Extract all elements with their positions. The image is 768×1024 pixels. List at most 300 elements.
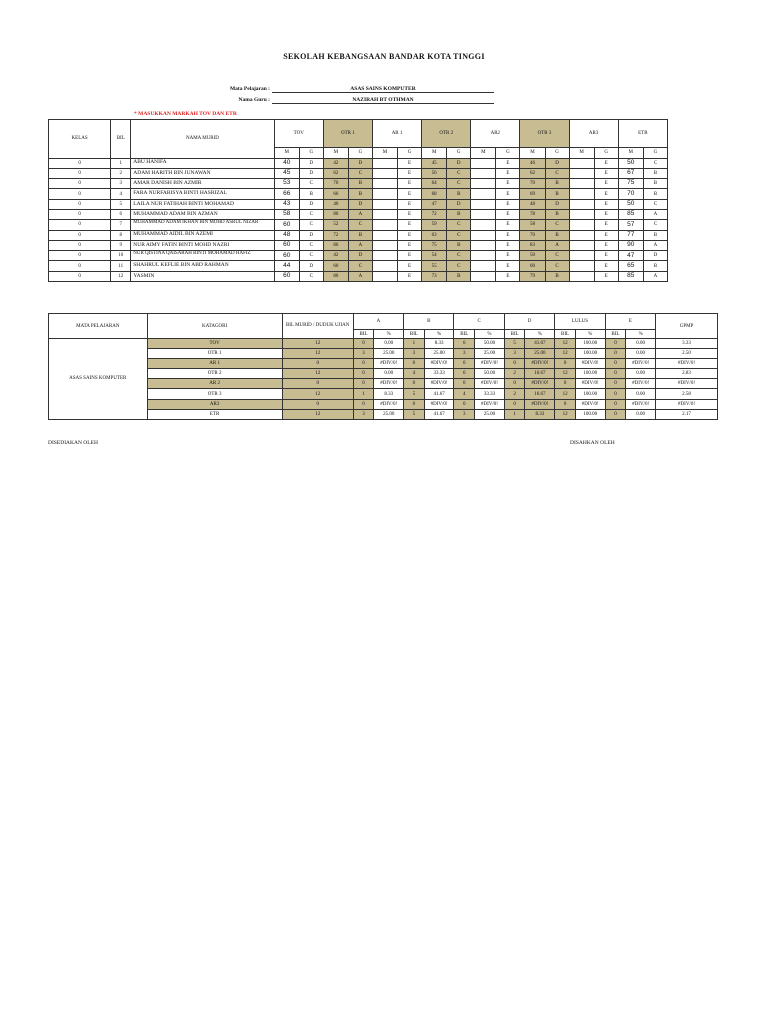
bil-cell: 0 — [605, 379, 626, 389]
mark-cell: 75 — [618, 179, 643, 189]
pct-cell: #DIV/0! — [424, 399, 454, 409]
grade-cell: B — [348, 230, 372, 240]
bil-cell: 12 — [555, 389, 576, 399]
pct-cell: #DIV/0! — [374, 359, 404, 369]
grade-cell: E — [496, 261, 520, 271]
mark-cell — [471, 230, 496, 240]
summary-table — [48, 313, 718, 420]
mark-cell — [471, 240, 496, 250]
grade-cell: E — [496, 271, 520, 281]
kelas-cell: 0 — [49, 220, 111, 230]
kelas-cell: 0 — [49, 168, 111, 178]
grade-cell: D — [447, 158, 471, 168]
grade-cell: C — [643, 220, 667, 230]
bil-cell: 0 — [454, 399, 475, 409]
col-header-exam: AR2 — [471, 120, 520, 148]
pct-cell: 25.00 — [525, 349, 555, 359]
bil-cell: 3 — [111, 179, 131, 189]
grade-cell: D — [348, 199, 372, 209]
mark-cell — [471, 168, 496, 178]
bil-cell: 0 — [353, 369, 374, 379]
bil-cell: 0 — [605, 349, 626, 359]
subheader-pct: % — [424, 330, 454, 339]
grade-cell: B — [447, 271, 471, 281]
grade-cell: D — [299, 168, 323, 178]
subject-value: ASAS SAINS KOMPUTER — [272, 86, 494, 93]
subheader-m: M — [422, 148, 447, 159]
grade-cell: C — [299, 240, 323, 250]
mark-cell — [372, 158, 397, 168]
kelas-cell: 0 — [49, 271, 111, 281]
pct-cell: #DIV/0! — [626, 359, 656, 369]
col-header-exam: OTR 3 — [520, 120, 569, 148]
col-header-grade: LULUS — [555, 314, 605, 330]
col-header-grade: C — [454, 314, 504, 330]
grade-cell: B — [545, 179, 569, 189]
bil-cell: 0 — [353, 399, 374, 409]
grade-cell: E — [594, 168, 618, 178]
mark-cell: 78 — [520, 209, 545, 219]
student-name-cell: NUR QISTINA QAISARAH BINTI MOHAMAD HAFIZ — [131, 251, 274, 261]
pct-cell: 100.00 — [575, 389, 605, 399]
category-cell: OTR 3 — [147, 389, 282, 399]
bil-cell: 10 — [111, 251, 131, 261]
bil-cell: 0 — [404, 359, 425, 369]
mark-cell: 72 — [422, 209, 447, 219]
table-row — [49, 379, 718, 389]
bil-cell: 0 — [504, 399, 525, 409]
grade-cell: D — [545, 199, 569, 209]
mark-cell — [569, 199, 594, 209]
pct-cell: #DIV/0! — [575, 379, 605, 389]
mark-cell — [372, 189, 397, 199]
mark-cell: 72 — [323, 230, 348, 240]
grade-cell: E — [398, 209, 422, 219]
subheader-bil: BIL — [454, 330, 475, 339]
student-name-cell: MUHAMMAD ADAM IKHAN BIN MOHD ASRUL NIZAR — [131, 220, 274, 230]
bil-cell: 0 — [605, 409, 626, 419]
grade-cell: E — [496, 189, 520, 199]
grade-cell: E — [496, 251, 520, 261]
mark-cell — [372, 271, 397, 281]
grade-cell: C — [447, 179, 471, 189]
grade-cell: E — [594, 179, 618, 189]
grade-cell: C — [447, 230, 471, 240]
bil-cell: 0 — [605, 399, 626, 409]
grade-cell: D — [299, 261, 323, 271]
mark-cell — [372, 168, 397, 178]
gpmp-cell: 2.58 — [656, 389, 718, 399]
mark-cell — [569, 240, 594, 250]
mark-cell: 54 — [422, 251, 447, 261]
mark-cell — [471, 209, 496, 219]
mark-cell: 75 — [422, 240, 447, 250]
bil-cell: 11 — [111, 261, 131, 271]
mark-cell — [372, 261, 397, 271]
subheader-m: M — [323, 148, 348, 159]
subheader-bil: BIL — [353, 330, 374, 339]
student-name-cell: YASMIN — [131, 271, 274, 281]
mark-cell: 79 — [520, 271, 545, 281]
kelas-cell: 0 — [49, 251, 111, 261]
bil-cell: 1 — [111, 158, 131, 168]
pct-cell: #DIV/0! — [374, 399, 404, 409]
col-header-grade: E — [605, 314, 655, 330]
grade-cell: E — [398, 199, 422, 209]
pct-cell: 25.00 — [424, 349, 454, 359]
kelas-cell: 0 — [49, 261, 111, 271]
student-name-cell: ABU HANIFA — [131, 158, 274, 168]
grade-cell: D — [299, 199, 323, 209]
bil-cell: 2 — [504, 369, 525, 379]
subheader-bil: BIL — [504, 330, 525, 339]
category-cell: TOV — [147, 339, 282, 349]
count-cell: 12 — [282, 409, 353, 419]
grade-cell: E — [398, 230, 422, 240]
mark-cell: 60 — [274, 251, 299, 261]
mark-cell — [569, 158, 594, 168]
mark-cell: 85 — [618, 271, 643, 281]
grade-cell: C — [299, 209, 323, 219]
mark-cell: 83 — [520, 240, 545, 250]
pct-cell: #DIV/0! — [575, 359, 605, 369]
grade-cell: C — [643, 199, 667, 209]
teacher-label: Nama Guru : — [238, 97, 270, 103]
count-cell: 0 — [282, 359, 353, 369]
subheader-m: M — [618, 148, 643, 159]
mark-cell: 47 — [618, 251, 643, 261]
grade-cell: B — [545, 230, 569, 240]
grade-cell: A — [643, 240, 667, 250]
grade-cell: E — [594, 230, 618, 240]
mark-cell: 64 — [422, 179, 447, 189]
bil-cell: 0 — [605, 369, 626, 379]
mark-cell: 50 — [618, 158, 643, 168]
table-row — [49, 389, 718, 399]
col-header-name: NAMA MURID — [131, 120, 274, 159]
count-cell: 12 — [282, 389, 353, 399]
col-header-grade: B — [404, 314, 454, 330]
gpmp-cell: 2.83 — [656, 369, 718, 379]
subheader-g: G — [594, 148, 618, 159]
mark-cell: 60 — [323, 261, 348, 271]
mark-cell — [569, 189, 594, 199]
grade-cell: B — [447, 189, 471, 199]
approved-by: DISAHKAN OLEH — [570, 440, 615, 446]
table-row — [49, 179, 668, 189]
student-name-cell: ADAM HARITH BIN JUNAWAN — [131, 168, 274, 178]
bil-cell: 3 — [454, 409, 475, 419]
bil-cell: 0 — [504, 379, 525, 389]
mark-cell — [372, 220, 397, 230]
mark-cell: 70 — [520, 179, 545, 189]
grade-cell: E — [398, 261, 422, 271]
bil-cell: 0 — [353, 359, 374, 369]
student-name-cell: FARA NURFARISYA BINTI HASRIZAL — [131, 189, 274, 199]
bil-cell: 3 — [353, 409, 374, 419]
grade-cell: D — [348, 158, 372, 168]
bil-cell: 3 — [454, 349, 475, 359]
grade-cell: E — [496, 199, 520, 209]
grade-cell: D — [299, 230, 323, 240]
mark-cell: 58 — [274, 209, 299, 219]
col-header-exam: AR 1 — [372, 120, 421, 148]
category-cell: AR 2 — [147, 379, 282, 389]
bil-cell: 1 — [504, 409, 525, 419]
mark-cell: 50 — [618, 199, 643, 209]
mark-cell — [471, 220, 496, 230]
grade-cell: E — [594, 199, 618, 209]
subheader-g: G — [398, 148, 422, 159]
col-header-exam: TOV — [274, 120, 323, 148]
bil-cell: 0 — [454, 379, 475, 389]
grade-cell: C — [348, 220, 372, 230]
mark-cell: 42 — [323, 251, 348, 261]
mark-cell: 45 — [274, 168, 299, 178]
grade-cell: E — [496, 158, 520, 168]
grade-cell: C — [545, 261, 569, 271]
pct-cell: 0.00 — [626, 389, 656, 399]
col-header-kelas: KELAS — [49, 120, 111, 159]
mark-cell: 60 — [274, 220, 299, 230]
table-row — [49, 339, 718, 349]
subheader-pct: % — [475, 330, 505, 339]
subheader-bil: BIL — [605, 330, 626, 339]
grade-cell: A — [348, 240, 372, 250]
grade-cell: E — [496, 209, 520, 219]
mark-cell: 70 — [520, 230, 545, 240]
kelas-cell: 0 — [49, 209, 111, 219]
grade-cell: E — [496, 179, 520, 189]
pct-cell: 0.00 — [626, 409, 656, 419]
gpmp-cell: 2.17 — [656, 409, 718, 419]
subheader-bil: BIL — [404, 330, 425, 339]
pct-cell: 100.00 — [575, 409, 605, 419]
col-header-grade: A — [353, 314, 403, 330]
category-cell: AR 1 — [147, 359, 282, 369]
col-header-subject: MATA PELAJARAN — [49, 314, 148, 339]
mark-cell: 66 — [323, 189, 348, 199]
subheader-bil: BIL — [555, 330, 576, 339]
grade-cell: B — [643, 179, 667, 189]
mark-cell — [471, 251, 496, 261]
bil-cell: 5 — [504, 339, 525, 349]
student-name-cell: LAILA NUR FATIHAH BINTI MOHAMAD — [131, 199, 274, 209]
mark-cell: 80 — [323, 209, 348, 219]
grade-cell: C — [545, 168, 569, 178]
subheader-m: M — [569, 148, 594, 159]
pct-cell: #DIV/0! — [525, 379, 555, 389]
pct-cell: #DIV/0! — [424, 359, 454, 369]
grade-cell: C — [299, 251, 323, 261]
mark-cell: 46 — [323, 199, 348, 209]
grade-cell: C — [299, 179, 323, 189]
mark-cell: 62 — [520, 168, 545, 178]
mark-cell — [569, 179, 594, 189]
grade-cell: E — [496, 220, 520, 230]
mark-cell: 70 — [323, 179, 348, 189]
col-header-count: BIL MURID / DUDUK UJIAN — [282, 314, 353, 339]
mark-cell: 60 — [274, 240, 299, 250]
grade-cell: E — [398, 271, 422, 281]
grade-cell: E — [496, 168, 520, 178]
pct-cell: 100.00 — [575, 349, 605, 359]
entry-warning: * MASUKKAN MARKAH TOV DAN ETR — [134, 111, 237, 117]
category-cell: AR3 — [147, 399, 282, 409]
pct-cell: 8.33 — [374, 389, 404, 399]
pct-cell: 41.67 — [424, 389, 454, 399]
mark-cell: 40 — [274, 158, 299, 168]
mark-cell — [569, 261, 594, 271]
subheader-g: G — [348, 148, 372, 159]
grade-cell: B — [348, 189, 372, 199]
grade-cell: C — [545, 220, 569, 230]
bil-cell: 2 — [111, 168, 131, 178]
mark-cell: 62 — [323, 168, 348, 178]
bil-cell: 0 — [555, 379, 576, 389]
table-row — [49, 271, 668, 281]
bil-cell: 0 — [353, 339, 374, 349]
table-row — [49, 220, 668, 230]
mark-cell — [569, 168, 594, 178]
kelas-cell: 0 — [49, 230, 111, 240]
bil-cell: 5 — [404, 389, 425, 399]
grade-cell: B — [643, 168, 667, 178]
pct-cell: 25.00 — [475, 349, 505, 359]
pct-cell: 16.67 — [525, 389, 555, 399]
col-header-bil: BIL — [111, 120, 131, 159]
subheader-pct: % — [626, 330, 656, 339]
grade-cell: B — [348, 179, 372, 189]
grade-cell: A — [348, 271, 372, 281]
grade-cell: E — [594, 209, 618, 219]
grade-cell: C — [348, 261, 372, 271]
mark-cell: 53 — [274, 179, 299, 189]
bil-cell: 2 — [504, 389, 525, 399]
mark-cell: 63 — [422, 230, 447, 240]
grade-cell: E — [398, 189, 422, 199]
subheader-m: M — [274, 148, 299, 159]
pct-cell: #DIV/0! — [475, 379, 505, 389]
grade-cell: B — [447, 209, 471, 219]
col-header-exam: OTR 1 — [323, 120, 372, 148]
teacher-value: NAZIRAH BT OTHMAN — [272, 97, 494, 104]
mark-cell: 48 — [520, 199, 545, 209]
col-header-exam: ETR — [618, 120, 667, 148]
grade-cell: B — [545, 209, 569, 219]
bil-cell: 3 — [404, 349, 425, 359]
gpmp-cell: 2.50 — [656, 349, 718, 359]
col-header-category: KATAGORI — [147, 314, 282, 339]
pct-cell: 33.33 — [475, 389, 505, 399]
mark-cell — [569, 251, 594, 261]
mark-cell: 43 — [274, 199, 299, 209]
bil-cell: 1 — [353, 389, 374, 399]
gpmp-cell: #DIV/0! — [656, 399, 718, 409]
summary-header-row — [49, 314, 718, 330]
grade-cell: B — [299, 189, 323, 199]
subheader-g: G — [496, 148, 520, 159]
grade-cell: E — [496, 240, 520, 250]
grade-cell: E — [398, 251, 422, 261]
mark-cell: 59 — [422, 220, 447, 230]
kelas-cell: 0 — [49, 240, 111, 250]
student-name-cell: MUHAMMAD ADAM BIN AZMAN — [131, 209, 274, 219]
kelas-cell: 0 — [49, 189, 111, 199]
pct-cell: 8.33 — [525, 409, 555, 419]
mark-cell: 48 — [274, 230, 299, 240]
mark-cell — [471, 158, 496, 168]
mark-cell — [372, 240, 397, 250]
pct-cell: 0.00 — [626, 369, 656, 379]
mark-cell: 69 — [520, 189, 545, 199]
bil-cell: 0 — [555, 359, 576, 369]
bil-cell: 0 — [555, 399, 576, 409]
subheader-g: G — [643, 148, 667, 159]
grade-cell: E — [594, 251, 618, 261]
pct-cell: #DIV/0! — [575, 399, 605, 409]
bil-cell: 6 — [111, 209, 131, 219]
pct-cell: 50.00 — [475, 339, 505, 349]
bil-cell: 0 — [605, 359, 626, 369]
table-row — [49, 359, 718, 369]
bil-cell: 0 — [353, 379, 374, 389]
col-header-exam: AR3 — [569, 120, 618, 148]
mark-cell: 55 — [422, 261, 447, 271]
subheader-pct: % — [575, 330, 605, 339]
grade-cell: A — [643, 209, 667, 219]
mark-cell: 65 — [618, 261, 643, 271]
bil-cell: 0 — [605, 389, 626, 399]
subject-label: Mata Pelajaran : — [229, 86, 270, 92]
pct-cell: 50.00 — [475, 369, 505, 379]
pct-cell: #DIV/0! — [626, 379, 656, 389]
mark-cell — [372, 230, 397, 240]
student-name-cell: SHAHRUL KEFLIE BIN ABD RAHMAN — [131, 261, 274, 271]
kelas-cell: 0 — [49, 199, 111, 209]
grade-cell: E — [594, 158, 618, 168]
pct-cell: 25.00 — [374, 409, 404, 419]
col-header-gpmp: GPMP — [656, 314, 718, 339]
category-cell: OTR 1 — [147, 349, 282, 359]
count-cell: 12 — [282, 349, 353, 359]
count-cell: 0 — [282, 379, 353, 389]
grade-cell: D — [447, 199, 471, 209]
pct-cell: #DIV/0! — [424, 379, 454, 389]
grade-cell: B — [643, 230, 667, 240]
table-row — [49, 158, 668, 168]
student-name-cell: AMAR DANISH BIN AZMIR — [131, 179, 274, 189]
grade-cell: C — [545, 251, 569, 261]
subheader-pct: % — [525, 330, 555, 339]
category-cell: OTR 2 — [147, 369, 282, 379]
bil-cell: 6 — [454, 369, 475, 379]
mark-cell — [372, 209, 397, 219]
student-name-cell: MUHAMMAD AIDIL BIN AZEMI — [131, 230, 274, 240]
mark-cell — [471, 261, 496, 271]
pct-cell: 0.00 — [374, 339, 404, 349]
pct-cell: 0.00 — [626, 349, 656, 359]
mark-cell: 85 — [618, 209, 643, 219]
mark-cell — [471, 271, 496, 281]
grade-cell: B — [447, 240, 471, 250]
mark-cell: 52 — [323, 220, 348, 230]
grade-cell: E — [594, 220, 618, 230]
table-row — [49, 409, 718, 419]
bil-cell: 4 — [404, 369, 425, 379]
kelas-cell: 0 — [49, 179, 111, 189]
gpmp-cell: 3.33 — [656, 339, 718, 349]
